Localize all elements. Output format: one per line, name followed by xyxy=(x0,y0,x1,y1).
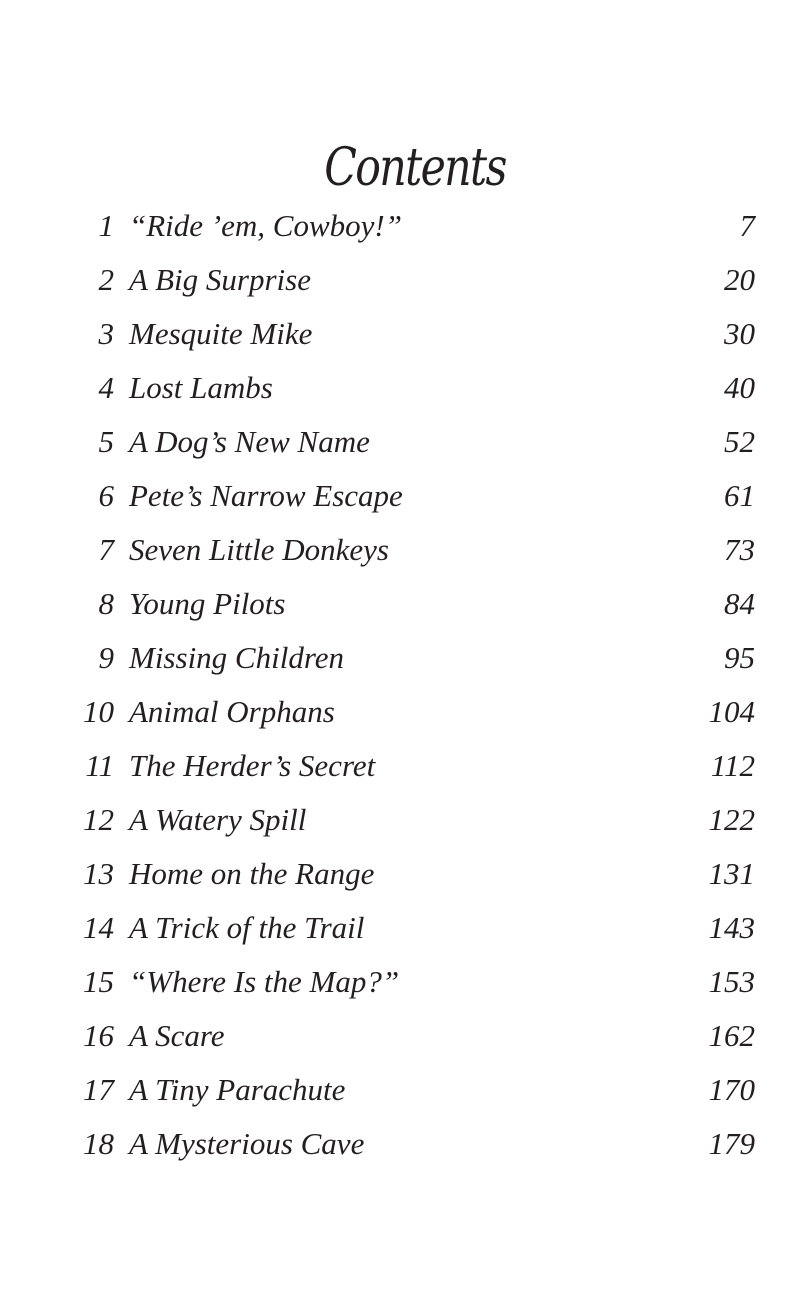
page-number: 73 xyxy=(724,532,755,567)
toc-entry xyxy=(0,848,800,902)
page-number: 179 xyxy=(708,1126,755,1161)
chapter-number: 6 xyxy=(98,478,114,513)
page-number: 30 xyxy=(724,316,755,351)
chapter-title: Seven Little Donkeys xyxy=(129,532,389,567)
chapter-number: 5 xyxy=(98,424,114,459)
page-number: 52 xyxy=(724,424,755,459)
page-number: 112 xyxy=(710,748,755,783)
toc-entry xyxy=(0,794,800,848)
chapter-title: A Mysterious Cave xyxy=(129,1126,365,1161)
toc-entry xyxy=(0,1064,800,1118)
page-number: 122 xyxy=(708,802,755,837)
chapter-title: A Scare xyxy=(129,1018,225,1053)
toc-entry xyxy=(0,416,800,470)
chapter-title: A Tiny Parachute xyxy=(129,1072,346,1107)
chapter-number: 11 xyxy=(85,748,114,783)
toc-entry xyxy=(0,902,800,956)
table-of-contents xyxy=(0,200,800,1172)
page-number: 153 xyxy=(708,964,755,999)
chapter-number: 7 xyxy=(98,532,114,567)
chapter-number: 17 xyxy=(83,1072,114,1107)
chapter-number: 13 xyxy=(83,856,114,891)
page-number: 143 xyxy=(708,910,755,945)
chapter-number: 14 xyxy=(83,910,114,945)
toc-entry xyxy=(0,686,800,740)
chapter-title: Young Pilots xyxy=(129,586,286,621)
chapter-number: 8 xyxy=(98,586,114,621)
chapter-number: 16 xyxy=(83,1018,114,1053)
toc-entry xyxy=(0,254,800,308)
chapter-number: 1 xyxy=(98,208,114,243)
toc-entry xyxy=(0,578,800,632)
chapter-title: A Watery Spill xyxy=(129,802,307,837)
toc-entry xyxy=(0,524,800,578)
page-number: 95 xyxy=(724,640,755,675)
page-number: 170 xyxy=(708,1072,755,1107)
chapter-title: Lost Lambs xyxy=(129,370,273,405)
toc-entry xyxy=(0,470,800,524)
chapter-number: 15 xyxy=(83,964,114,999)
chapter-number: 2 xyxy=(98,262,114,297)
chapter-title: “Ride ’em, Cowboy!” xyxy=(129,208,402,243)
chapter-number: 4 xyxy=(98,370,114,405)
page-number: 131 xyxy=(708,856,755,891)
chapter-number: 9 xyxy=(98,640,114,675)
chapter-number: 10 xyxy=(83,694,114,729)
page-number: 40 xyxy=(724,370,755,405)
toc-entry xyxy=(0,740,800,794)
chapter-title: Mesquite Mike xyxy=(129,316,313,351)
toc-entry xyxy=(0,200,800,254)
page-number: 104 xyxy=(708,694,755,729)
chapter-title: Animal Orphans xyxy=(129,694,335,729)
page-number: 7 xyxy=(739,208,755,243)
page-number: 20 xyxy=(724,262,755,297)
chapter-title: Pete’s Narrow Escape xyxy=(129,478,403,513)
chapter-title: “Where Is the Map?” xyxy=(129,964,400,999)
chapter-title: The Herder’s Secret xyxy=(129,748,376,783)
chapter-number: 12 xyxy=(83,802,114,837)
chapter-number: 18 xyxy=(83,1126,114,1161)
toc-entry xyxy=(0,956,800,1010)
chapter-number: 3 xyxy=(98,316,114,351)
chapter-title: Home on the Range xyxy=(129,856,375,891)
toc-entry xyxy=(0,1118,800,1172)
chapter-title: A Big Surprise xyxy=(129,262,311,297)
toc-entry xyxy=(0,632,800,686)
page-number: 162 xyxy=(708,1018,755,1053)
page-title: Contents xyxy=(324,138,506,198)
toc-entry xyxy=(0,308,800,362)
chapter-title: A Trick of the Trail xyxy=(129,910,365,945)
toc-entry xyxy=(0,362,800,416)
page-number: 61 xyxy=(724,478,755,513)
chapter-title: A Dog’s New Name xyxy=(129,424,370,459)
chapter-title: Missing Children xyxy=(129,640,345,675)
page-number: 84 xyxy=(724,586,755,621)
toc-entry xyxy=(0,1010,800,1064)
